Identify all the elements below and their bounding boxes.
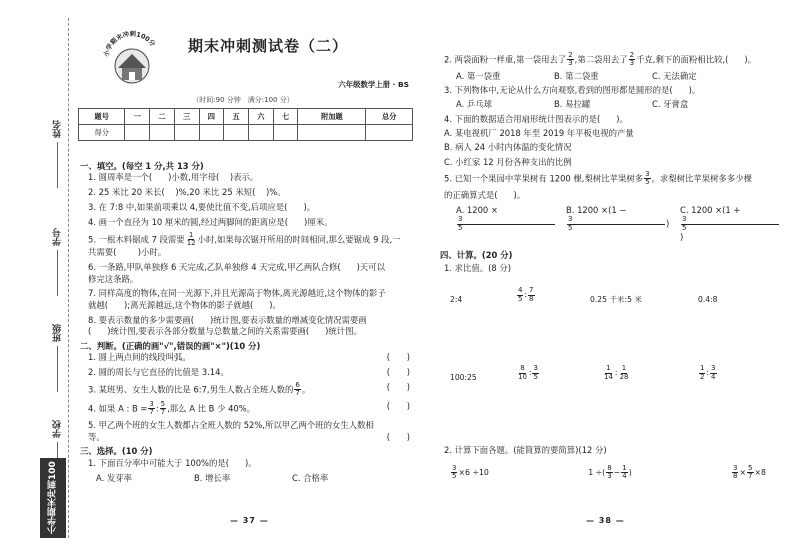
ratio-item: 100:25	[450, 373, 477, 383]
option-b[interactable]: B. 增长率	[194, 472, 231, 483]
answer-paren[interactable]: ( )	[386, 381, 410, 392]
option-c[interactable]: C. 无法确定	[652, 70, 697, 81]
score-row-label: 得分	[79, 125, 125, 141]
fraction: $\frac{3}{5}$	[645, 170, 650, 187]
section-fill-in-title: 一、填空。(每空 1 分,共 13 分)	[80, 161, 204, 171]
option-b[interactable]: B. 易拉罐	[554, 99, 591, 110]
judge-5: 5. 甲乙两个班的女生人数都占全班人数的 52%,所以甲乙两个班的女生人数相 等。 ( )	[88, 420, 410, 442]
section-calc-title: 四、计算。(20 分)	[440, 249, 513, 260]
question-1-7: 7. 同样高度的物体,在同一光源下,并且光源高于物体,离光源越近,这个物体的影子 就越( );离光源越远,这个物体的影子就越( )。	[88, 288, 386, 310]
calc-item: 1 ÷( $\frac{8}{3}$ − $\frac{1}{4}$ )	[588, 463, 632, 480]
fraction: $\frac{3}{7}$	[149, 400, 154, 417]
choice-1: 1. 下面百分率中可能大于 100%的是( )。	[88, 457, 257, 468]
option-c[interactable]: C. 小红家 12 月份各种支出的比例	[444, 156, 572, 167]
answer-paren[interactable]: ( )	[386, 401, 410, 412]
school-label: 学校	[52, 420, 63, 438]
ratio-item: $\frac{1}{2}$ : $\frac{3}{4}$	[700, 364, 716, 381]
exam-subtitle: 六年级数学上册 · BS	[338, 80, 409, 89]
choice-4: 4. 下面的数据适合用扇形统计图表示的是( )。	[444, 113, 628, 124]
option-c[interactable]: C. 合格率	[292, 472, 329, 483]
score-cell[interactable]	[366, 125, 413, 141]
ratio-item: 0.4:8	[698, 295, 718, 305]
choice-3-options	[456, 99, 780, 110]
class-field[interactable]	[46, 324, 68, 392]
answer-paren[interactable]: ( )	[386, 431, 410, 442]
score-header: 题号	[79, 109, 125, 125]
calc-item: $\frac{3}{5}$ ×6 ÷10	[452, 463, 489, 480]
fraction: $\frac{6}{7}$	[295, 380, 300, 398]
section-choice-title: 三、选择。(10 分)	[80, 446, 153, 457]
brand-badge: 小学期末冲刺100分	[40, 458, 66, 538]
question-1-8: 8. 要表示数量的多少需要画( )统计图,要表示数量的增减变化情况需要画 ( )统计图,要表示各部分数量与总数量之间的关系需要画( )统计图。	[88, 314, 367, 336]
answer-paren[interactable]: ( )	[386, 352, 410, 363]
score-cell[interactable]	[248, 125, 273, 141]
page-number-left: — 37 —	[230, 516, 269, 525]
option-a[interactable]: A. 某电视机厂 2018 年至 2019 年平板电视的产量	[444, 128, 634, 139]
answer-paren[interactable]: ( )	[386, 367, 410, 377]
option-a[interactable]: A. 乒乓球	[456, 99, 493, 110]
ratio-item: 2:4	[450, 295, 463, 305]
score-header: 五	[224, 109, 249, 125]
score-table	[78, 108, 413, 141]
fraction: $\frac{1}{12}$	[186, 230, 196, 248]
ratio-item: $\frac{8}{10}$ : $\frac{3}{5}$	[518, 364, 538, 381]
score-header: 七	[273, 109, 298, 125]
option-b[interactable]: B. 病人 24 小时内体温的变化情况	[444, 142, 572, 153]
section-judge-title: 二、判断。(正确的画"√",错误的画"×")(10 分)	[80, 340, 261, 351]
score-header: 二	[150, 109, 175, 125]
score-cell[interactable]	[298, 125, 366, 141]
calc-row	[450, 465, 766, 481]
choice-3: 3. 下列物体中,无论从什么方向观察,看到的图形都是圆形的是( )。	[444, 85, 701, 96]
choice-1-options	[96, 473, 410, 484]
calc-item: $\frac{3}{8}$ × $\frac{5}{7}$ ×8	[733, 463, 766, 480]
judge-3: 3. 某班男、女生人数的比是 6:7,男生人数占全班人数的 $\frac{6}{7}$ 。 ( )	[88, 380, 410, 398]
name-field[interactable]	[46, 120, 68, 188]
question-1-4: 4. 画一个直径为 10 厘米的圆,经过两脚间的距离应是( )厘米。	[88, 216, 333, 227]
option-a[interactable]: A. 第一袋重	[456, 70, 501, 81]
judge-1: 1. 圆上两点间的线段叫弧。 ( )	[88, 352, 410, 363]
question-1-3: 3. 在 7:8 中,如果前项乘以 4,要使比值不变,后项应是( )。	[88, 202, 316, 213]
student-id-label: 学号	[52, 228, 63, 246]
score-header: 三	[174, 109, 199, 125]
option-c[interactable]: C. 1200 ×(1 + $\frac{3}{5}$ )	[680, 205, 780, 243]
question-1-1: 1. 圆周率是一个( )小数,用字母( )表示。	[88, 172, 259, 183]
score-header: 总分	[366, 109, 413, 125]
option-a[interactable]: A. 1200 × $\frac{3}{5}$	[456, 205, 566, 243]
ratio-item: 0.25 千米:5 米	[590, 295, 642, 305]
score-header: 一	[125, 109, 150, 125]
score-cell[interactable]	[273, 125, 298, 141]
logo-text: 小学期末冲刺100分	[102, 29, 157, 58]
question-1-6: 6. 一条路,甲队单独修 6 天完成,乙队单独修 4 天完成,甲乙两队合修( )天可以 修完这条路。	[88, 262, 385, 284]
score-cell[interactable]	[174, 125, 199, 141]
student-id-field[interactable]	[46, 228, 68, 296]
calc-q2-title: 2. 计算下面各题。(能简算的要简算)(12 分)	[444, 445, 607, 456]
exam-title: 期末冲刺测试卷（二）	[188, 37, 349, 55]
choice-2-options	[456, 71, 780, 82]
fraction: $\frac{2}{3}$	[629, 51, 635, 68]
binding-strip	[0, 0, 84, 560]
name-label: 姓名	[52, 120, 63, 138]
choice-5-line2: 的正确算式是( )。	[444, 189, 526, 200]
option-a[interactable]: A. 发芽率	[96, 472, 133, 483]
score-cell[interactable]	[125, 125, 150, 141]
judge-4: 4. 如果 A : B = $\frac{3}{7}$ : $\frac{5}{7}$ ,那么 A 比 B 少 40%。 ( )	[88, 400, 410, 417]
ratio-grid	[450, 277, 780, 405]
cut-line	[68, 18, 69, 538]
fraction: $\frac{5}{7}$	[160, 400, 166, 417]
choice-5: 5. 已知一个果园中苹果树有 1200 棵,梨树比苹果树多 $\frac{3}{5}$ 。求梨树比苹果树多多少棵	[444, 170, 753, 187]
page-number-right: — 38 —	[586, 516, 625, 525]
exam-meta: （时间:90 分钟 满分:100 分）	[192, 96, 294, 104]
choice-2: 2. 两袋面粉一样重,第一袋用去了 $\frac{2}{3}$ ,第二袋用去了 $\frac{2}{3}$ 千克,剩下的面粉相比较,( )。	[444, 51, 757, 68]
score-cell[interactable]	[150, 125, 175, 141]
fraction: $\frac{2}{3}$	[568, 51, 573, 68]
ratio-item: $\frac{1}{14}$ : $\frac{1}{28}$	[604, 364, 629, 381]
left-page	[78, 14, 413, 544]
question-1-5: 5. 一根木料锯成 7 段需要 $\frac{1}{12}$ 小时,如果每次锯开所用的时间相同,那么要锯成 9 段,一 共需要( )小时。	[88, 230, 401, 258]
choice-5-options	[456, 205, 780, 243]
score-cell[interactable]	[224, 125, 249, 141]
score-cell[interactable]	[199, 125, 224, 141]
score-header: 四	[199, 109, 224, 125]
option-b[interactable]: B. 第二袋重	[554, 70, 599, 81]
option-b[interactable]: B. 1200 ×(1 − $\frac{3}{5}$ )	[566, 205, 670, 232]
option-c[interactable]: C. 牙膏盒	[652, 99, 689, 110]
left-questions	[80, 160, 410, 487]
class-label: 班级	[52, 324, 63, 342]
calc-q1-title: 1. 求比值。(8 分)	[444, 262, 512, 273]
house-logo-icon	[100, 26, 164, 90]
right-page	[440, 52, 780, 522]
score-header: 六	[248, 109, 273, 125]
ratio-item: $\frac{4}{5}$ : $\frac{7}{8}$	[518, 286, 534, 303]
question-1-2: 2. 25 米比 20 米长( )%,20 米比 25 米短( )%。	[88, 187, 286, 198]
judge-2: 2. 圆的周长与它直径的比值是 3.14。 ( )	[88, 367, 410, 377]
score-header: 附加题	[298, 109, 366, 125]
